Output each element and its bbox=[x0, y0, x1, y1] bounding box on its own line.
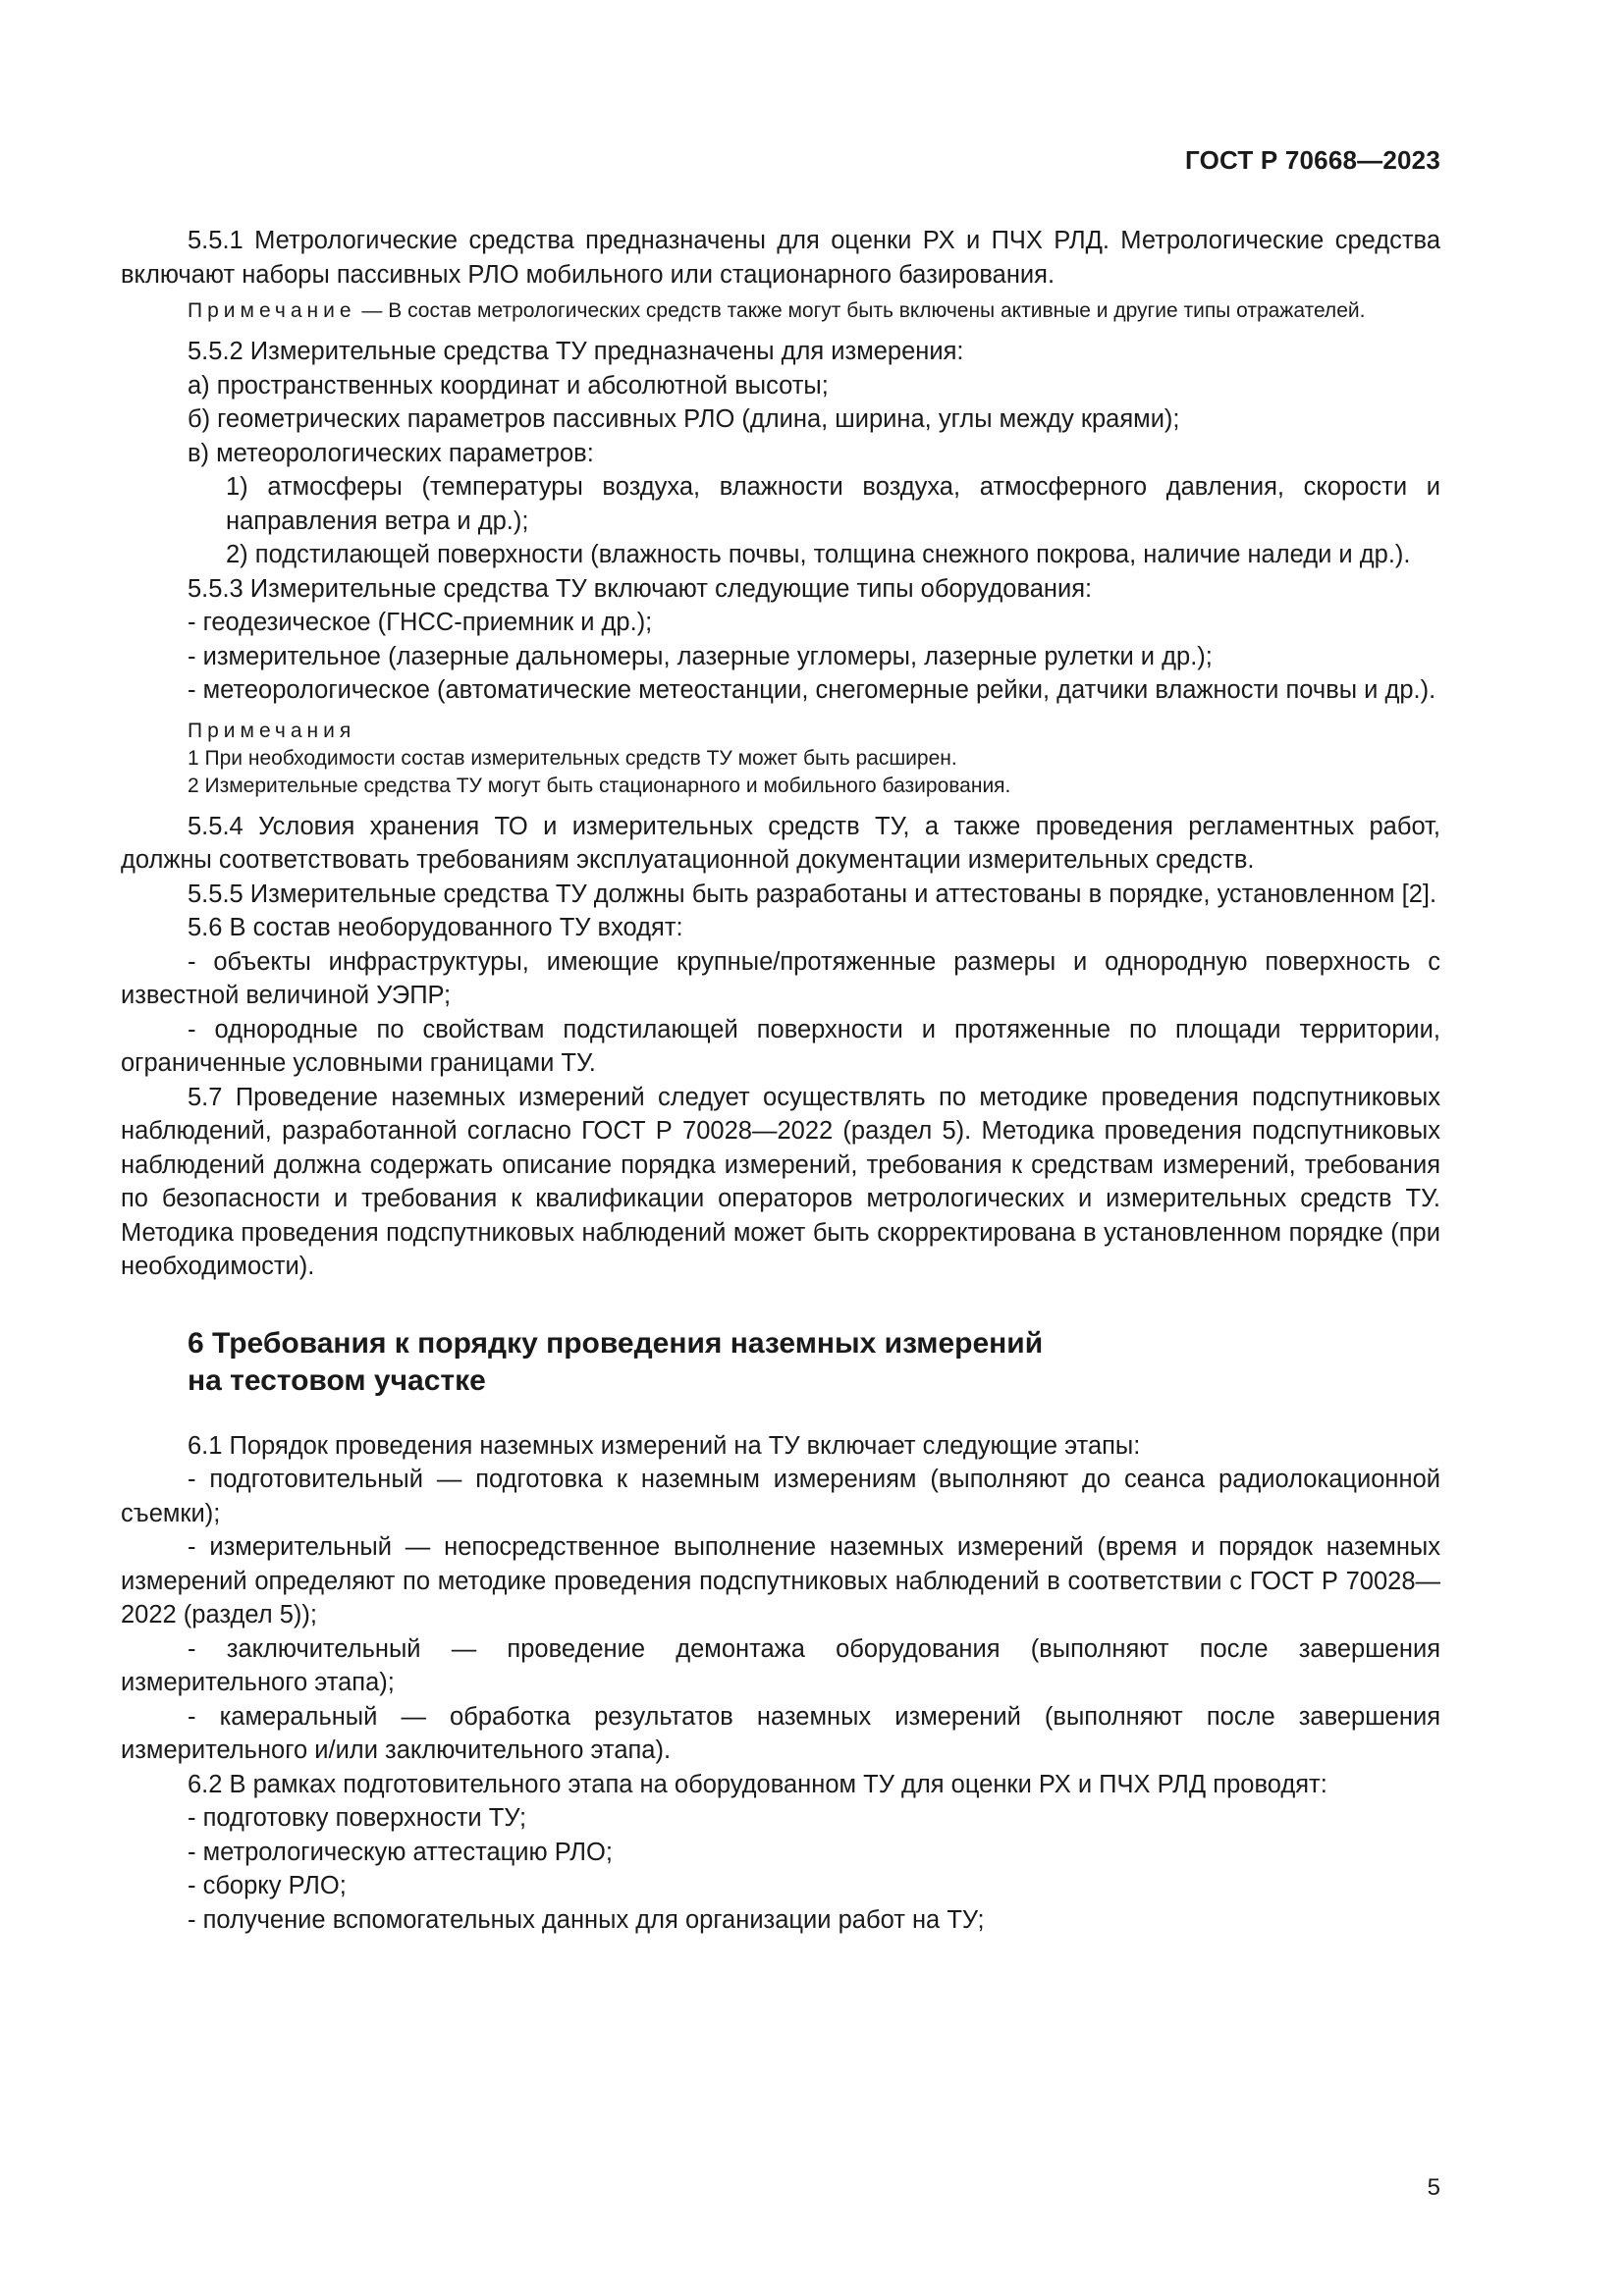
paragraph-5-7: 5.7 Проведение наземных измерений следует осуществлять по методике проведения подспутниковых наблюдений, разработанной согласно ГОСТ Р 70028—2022 (раздел 5). Методика проведения подспутниковых наблюдений должна содержать описание порядка измерений, требования к средствам измерений, требования по безопасности и требования к квалификации операторов метрологических и измерительных средств ТУ. Методика проведения подспутниковых наблюдений может быть скорректирована в установленном порядке (при необходимости). bbox=[121, 1083, 1440, 1280]
paragraph-6-2-intro: 6.2 В рамках подготовительного этапа на оборудованном ТУ для оценки РХ и ПЧХ РЛД проводят: bbox=[188, 1770, 1327, 1798]
list-item: а) пространственных координат и абсолютной высоты; bbox=[188, 371, 829, 400]
document-body bbox=[121, 224, 1440, 1937]
list-item: - заключительный — проведение демонтажа оборудования (выполняют после завершения измерительного этапа); bbox=[121, 1634, 1440, 1696]
list-item: - измерительное (лазерные дальномеры, лазерные угломеры, лазерные рулетки и др.); bbox=[188, 642, 1213, 670]
section-heading-line: 6 Требования к порядку проведения наземных измерений bbox=[188, 1326, 1044, 1360]
paragraph-5-5-3-intro: 5.5.3 Измерительные средства ТУ включают следующие типы оборудования: bbox=[188, 574, 1093, 603]
note-item: 2 Измерительные средства ТУ могут быть стационарного и мобильного базирования. bbox=[188, 774, 1011, 797]
section-heading-line: на тестовом участке bbox=[188, 1363, 486, 1397]
section-6-heading bbox=[188, 1325, 1440, 1400]
note-label: Примечание bbox=[188, 299, 356, 322]
list-item: - объекты инфраструктуры, имеющие крупные/протяженные размеры и однородную поверхность с известной величиной УЭПР; bbox=[121, 947, 1440, 1009]
list-item: б) геометрических параметров пассивных РЛО (длина, ширина, углы между краями); bbox=[188, 405, 1180, 433]
sub-list-item: 1) атмосферы (температуры воздуха, влажности воздуха, атмосферного давления, скорости и направления ветра и др.); bbox=[226, 473, 1440, 535]
note-text: — В состав метрологических средств также могут быть включены активные и другие типы отражателей. bbox=[355, 299, 1366, 322]
list-item: - метеорологическое (автоматические метеостанции, снегомерные рейки, датчики влажности почвы и др.). bbox=[188, 676, 1436, 704]
list-item: - подготовительный — подготовка к наземным измерениям (выполняют до сеанса радиолокационной съемки); bbox=[121, 1466, 1440, 1527]
page-number: 5 bbox=[1427, 2174, 1440, 2201]
paragraph-5-6-intro: 5.6 В состав необорудованного ТУ входят: bbox=[188, 914, 683, 941]
document-header: ГОСТ Р 70668—2023 bbox=[1185, 145, 1440, 175]
list-item: - подготовку поверхности ТУ; bbox=[188, 1804, 527, 1832]
paragraph-6-1-intro: 6.1 Порядок проведения наземных измерений на ТУ включает следующие этапы: bbox=[188, 1431, 1141, 1460]
list-item: - геодезическое (ГНСС-приемник и др.); bbox=[188, 609, 653, 636]
list-item: - измерительный — непосредственное выполнение наземных измерений (время и порядок наземных измерений определяют по методике проведения подспутниковых наблюдений в соответствии с ГОСТ Р 70028—2022 (раздел 5)); bbox=[121, 1533, 1440, 1629]
notes-label: Примечания bbox=[188, 719, 356, 742]
list-item: - однородные по свойствам подстилающей поверхности и протяженные по площади территории, ограниченные условными границами ТУ. bbox=[121, 1015, 1440, 1077]
list-item: в) метеорологических параметров: bbox=[188, 439, 594, 467]
list-item: - получение вспомогательных данных для организации работ на ТУ; bbox=[188, 1905, 985, 1934]
list-item: - метрологическую аттестацию РЛО; bbox=[188, 1838, 613, 1866]
paragraph-5-5-1: 5.5.1 Метрологические средства предназначены для оценки РХ и ПЧХ РЛД. Метрологические средства включают наборы пассивных РЛО мобильного или стационарного базирования. bbox=[121, 227, 1440, 289]
paragraph-5-5-2-intro: 5.5.2 Измерительные средства ТУ предназначены для измерения: bbox=[188, 338, 964, 365]
list-item: - камеральный — обработка результатов наземных измерений (выполняют после завершения измерительного и/или заключительного этапа). bbox=[121, 1702, 1440, 1764]
paragraph-5-5-4: 5.5.4 Условия хранения ТО и измерительных средств ТУ, а также проведения регламентных работ, должны соответствовать требованиям эксплуатационной документации измерительных средств. bbox=[121, 812, 1440, 874]
sub-list-item: 2) подстилающей поверхности (влажность почвы, толщина снежного покрова, наличие наледи и др.). bbox=[226, 541, 1411, 568]
note-item: 1 При необходимости состав измерительных средств ТУ может быть расширен. bbox=[188, 746, 957, 770]
paragraph-5-5-5: 5.5.5 Измерительные средства ТУ должны быть разработаны и аттестованы в порядке, установленном [2]. bbox=[188, 880, 1437, 908]
note bbox=[121, 297, 1440, 325]
notes bbox=[121, 718, 1440, 800]
list-item: - сборку РЛО; bbox=[188, 1872, 347, 1899]
